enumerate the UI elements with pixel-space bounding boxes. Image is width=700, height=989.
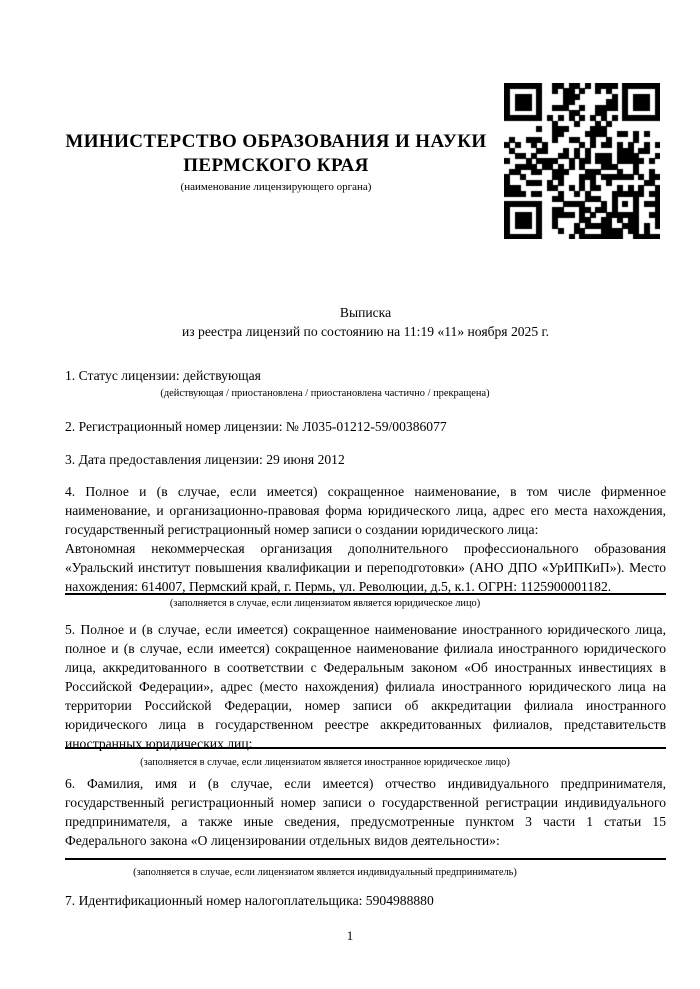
item-4-label: 4. Полное и (в случае, если имеется) сокращенное наименование, в том числе фирменное наименование, и организационно-правовая форма юридического лица, адрес его места нахождения, государственный регистрационный номер записи о создании юридического лица: [65,484,666,537]
item-4-legal-entity [65,482,666,596]
qr-code-icon [504,83,660,239]
item-1-caption: (действующая / приостановлена / приостановлена частично / прекращена) [160,388,490,399]
page-number: 1 [346,928,354,943]
item-3-grant-date: 3. Дата предоставления лицензии: 29 июня 2012 [65,452,345,467]
item-6-individual-entrepreneur: 6. Фамилия, имя и (в случае, если имеется) отчество индивидуального предпринимателя, государственный регистрационный номер записи о государственной регистрации индивидуального предпринимателя, а также иные сведения, предусмотренные пунктом 3 части 1 статьи 15 Федерального закона «О лицензировании отдельных видов деятельности»: [65,776,666,848]
item-5-caption: (заполняется в случае, если лицензиатом является иностранное юридическое лицо) [140,757,510,768]
item-7-taxpayer-number: 7. Идентификационный номер налогоплательщика: 5904988880 [65,893,434,908]
item-1-license-status: 1. Статус лицензии: действующая [65,368,261,383]
ministry-title-line1: МИНИСТЕРСТВО ОБРАЗОВАНИЯ И НАУКИ [65,131,487,152]
item-2-registration-number: 2. Регистрационный номер лицензии: № Л035-01212-59/00386077 [65,419,447,434]
document-title [65,303,666,341]
ministry-title-line2: ПЕРМСКОГО КРАЯ [183,155,369,176]
fill-line-foreign-entity [65,747,666,749]
item-5-foreign-entity: 5. Полное и (в случае, если имеется) сокращенное наименование иностранного юридического лица, полное и (в случае, если имеется) сокращенное наименование филиала иностранного юридического лица, аккредитованного в соответствии с Федеральным законом «Об иностранных инвестициях в Российской Федерации», адрес (место нахождения) филиала иностранного юридического лица на территории Российской Федерации, номер записи об аккредитации филиала иностранного юридического лица в государственном реестре аккредитованных филиалов, представительств иностранных юридических лиц: [65,622,666,751]
ministry-caption: (наименование лицензирующего органа) [180,181,372,193]
item-4-value: Автономная некоммерческая организация дополнительного профессионального образования «Уральский институт повышения квалификации и переподготовки» (АНО ДПО «УрИПКиП»). Место нахождения: 614007, Пермский край, г. Пермь, ул. Революции, д.5, к.1. ОГРН: 1125900001182. [65,541,666,594]
document-title-line1: Выписка [339,305,392,320]
item-4-caption: (заполняется в случае, если лицензиатом является юридическое лицо) [169,598,481,609]
item-6-caption: (заполняется в случае, если лицензиатом является индивидуальный предприниматель) [133,867,517,878]
qr-code [504,83,660,239]
fill-line-individual-entrepreneur [65,858,666,860]
fill-line-legal-entity [65,593,666,595]
ministry-title [65,130,487,178]
document-title-line2: из реестра лицензий по состоянию на 11:19 «11» ноября 2025 г. [181,324,549,339]
